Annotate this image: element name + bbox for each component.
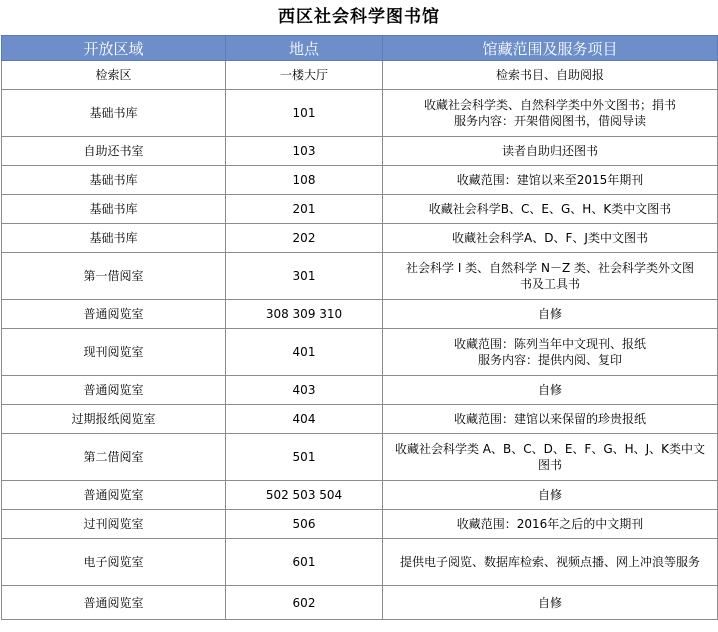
table-row	[2, 61, 718, 90]
page-title: 西区社会科学图书馆	[278, 7, 440, 27]
scope-cell: 收藏范围：建馆以来至2015年期刊	[383, 166, 718, 195]
header-scope: 馆藏范围及服务项目	[383, 36, 718, 61]
table-row	[2, 376, 718, 405]
location-cell: 404	[226, 405, 383, 434]
table-row	[2, 253, 718, 300]
area-cell: 基础书库	[2, 90, 226, 137]
table-row	[2, 300, 718, 329]
table-row	[2, 195, 718, 224]
area-cell: 现刊阅览室	[2, 329, 226, 376]
scope-cell: 提供电子阅览、数据库检索、视频点播、网上冲浪等服务	[383, 539, 718, 586]
area-cell: 检索区	[2, 61, 226, 90]
header-area: 开放区域	[2, 36, 226, 61]
scope-cell: 社会科学 I 类、自然科学 N－Z 类、社会科学类外文图 书及工具书	[383, 253, 718, 300]
table-row	[2, 90, 718, 137]
table-row	[2, 329, 718, 376]
table-row	[2, 481, 718, 510]
location-cell: 401	[226, 329, 383, 376]
location-cell: 202	[226, 224, 383, 253]
scope-cell: 收藏范围：陈列当年中文现刊、报纸 服务内容：提供内阅、复印	[383, 329, 718, 376]
scope-cell: 收藏社会科学B、C、E、G、H、K类中文图书	[383, 195, 718, 224]
location-cell: 501	[226, 434, 383, 481]
table-row	[2, 224, 718, 253]
area-cell: 普通阅览室	[2, 300, 226, 329]
area-cell: 第一借阅室	[2, 253, 226, 300]
area-cell: 过期报纸阅览室	[2, 405, 226, 434]
scope-cell: 自修	[383, 481, 718, 510]
scope-cell: 收藏社会科学A、D、F、J类中文图书	[383, 224, 718, 253]
location-cell: 502 503 504	[226, 481, 383, 510]
table-row	[2, 166, 718, 195]
location-cell: 101	[226, 90, 383, 137]
location-cell: 308 309 310	[226, 300, 383, 329]
scope-cell: 自修	[383, 300, 718, 329]
scope-cell: 自修	[383, 376, 718, 405]
location-cell: 一楼大厅	[226, 61, 383, 90]
location-cell: 108	[226, 166, 383, 195]
area-cell: 电子阅览室	[2, 539, 226, 586]
table-row	[2, 539, 718, 586]
scope-cell: 读者自助归还图书	[383, 137, 718, 166]
scope-cell: 收藏范围：建馆以来保留的珍贵报纸	[383, 405, 718, 434]
table-row	[2, 137, 718, 166]
area-cell: 普通阅览室	[2, 376, 226, 405]
area-cell: 过刊阅览室	[2, 510, 226, 539]
table-row	[2, 405, 718, 434]
scope-cell: 收藏范围：2016年之后的中文期刊	[383, 510, 718, 539]
header-row	[2, 36, 718, 61]
location-cell: 201	[226, 195, 383, 224]
area-cell: 基础书库	[2, 195, 226, 224]
table-row	[2, 434, 718, 481]
location-cell: 601	[226, 539, 383, 586]
area-cell: 普通阅览室	[2, 586, 226, 620]
location-cell: 403	[226, 376, 383, 405]
area-cell: 自助还书室	[2, 137, 226, 166]
area-cell: 第二借阅室	[2, 434, 226, 481]
area-cell: 普通阅览室	[2, 481, 226, 510]
location-cell: 506	[226, 510, 383, 539]
scope-cell: 检索书目、自助阅报	[383, 61, 718, 90]
table-row	[2, 586, 718, 620]
scope-cell: 自修	[383, 586, 718, 620]
location-cell: 103	[226, 137, 383, 166]
header-location: 地点	[226, 36, 383, 61]
table-row	[2, 510, 718, 539]
library-table	[1, 35, 718, 620]
area-cell: 基础书库	[2, 224, 226, 253]
area-cell: 基础书库	[2, 166, 226, 195]
location-cell: 301	[226, 253, 383, 300]
location-cell: 602	[226, 586, 383, 620]
scope-cell: 收藏社会科学类、自然科学类中外文图书；捐书 服务内容：开架借阅图书，借阅导读	[383, 90, 718, 137]
scope-cell: 收藏社会科学类 A、B、C、D、E、F、G、H、J、K类中文 图书	[383, 434, 718, 481]
